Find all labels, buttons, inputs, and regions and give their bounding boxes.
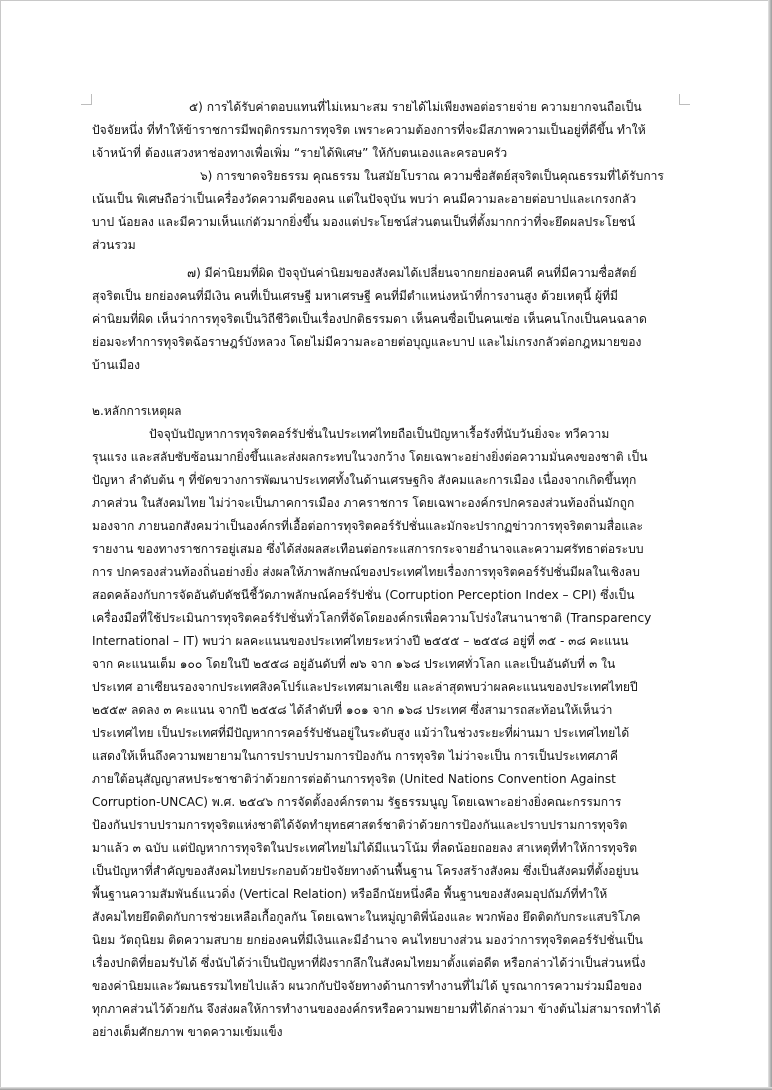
text-line: ประเทศไทย เป็นประเทศที่มีปัญหาการคอร์รัปชันอยู่ในระดับสูง แม้ว่าในช่วงระยะที่ผ่านมา ประเทศไทยได้ bbox=[92, 726, 630, 740]
text-line: ป้องกันปราบปรามการทุจริตแห่งชาติได้จัดทำยุทธศาสตร์ชาติว่าด้วยการป้องกันและปราบปรามการทุจริต bbox=[92, 818, 628, 832]
text-line: ทุกภาคส่วนไว้ด้วยกัน จึงส่งผลให้การทำงานขององค์กรหรือความพยายามที่ได้กล่าวมา ข้างต้นไม่สามารถทำได้ bbox=[92, 1002, 661, 1016]
text-line: บาป น้อยลง และมีความเห็นแก่ตัวมากยิ่งขึ้น มองแต่ประโยชน์ส่วนตนเป็นที่ตั้งมากกว่าที่จะยึดผลประโยชน์ bbox=[92, 215, 636, 229]
text-line: อย่างเต็มศักยภาพ ขาดความเข้มแข็ง bbox=[92, 1025, 283, 1039]
text-line: มองจาก ภายนอกสังคมว่าเป็นองค์กรที่เอื้อต่อการทุจริตคอร์รัปชั่นและมักจะปรากฏข่าวการทุจริตตามสื่อและ bbox=[92, 519, 644, 533]
text-line: ปัจจุบันปัญหาการทุจริตคอร์รัปชั่นในประเทศไทยถือเป็นปัญหาเรื้อรังที่นับวันยิ่งจะ ทวีความ bbox=[149, 427, 610, 441]
text-line: Corruption-UNCAC) พ.ศ. ๒๕๔๖ การจัดตั้งองค์กรตาม รัฐธรรมนูญ โดยเฉพาะอย่างยิ่งคณะกรรมการ bbox=[92, 795, 622, 809]
text-line: เครื่องมือที่ใช้ประเมินการทุจริตคอร์รัปชั่นทั่วโลกที่จัดโดยองค์กรเพื่อความโปร่งใสนานาชาติ (Transparency bbox=[92, 611, 652, 625]
text-line: เป็นปัญหาที่สำคัญของสังคมไทยประกอบด้วยปัจจัยทางด้านพื้นฐาน โครงสร้างสังคม ซึ่งเป็นสังคมที่ตั้งอยู่บน bbox=[92, 864, 639, 878]
text-line: ส่วนรวม bbox=[92, 238, 136, 252]
text-line: ภาคส่วน ในสังคมไทย ไม่ว่าจะเป็นภาคการเมือง ภาคราชการ โดยเฉพาะองค์กรปกครองส่วนท้องถิ่นมักถูก bbox=[92, 496, 635, 510]
text-line: ปัญหา ลำดับต้น ๆ ที่ขัดขวางการพัฒนาประเทศทั้งในด้านเศรษฐกิจ สังคมและการเมือง เนื่องจากเกิดขึ้นทุก bbox=[92, 473, 637, 487]
text-line: ปัจจัยหนึ่ง ที่ทำให้ข้าราชการมีพฤติกรรมการทุจริต เพราะความต้องการที่จะมีสภาพความเป็นอยู่ที่ดีขึ้น ทำให้ bbox=[92, 123, 646, 137]
text-line: ๒๕๕๙ ลดลง ๓ คะแนน จากปี ๒๕๕๘ ได้ลำดับที่ ๑๐๑ จาก ๑๖๘ ประเทศ ซึ่งสามารถสะท้อนให้เห็นว่า bbox=[92, 703, 613, 717]
text-line: จาก คะแนนเต็ม ๑๐๐ โดยในปี ๒๕๕๘ อยู่อันดับที่ ๗๖ จาก ๑๖๘ ประเทศทั่วโลก และเป็นอันดับที่ ๓ ใน bbox=[92, 657, 616, 671]
text-line: สอดคล้องกับการจัดอันดับดัชนีชี้วัดภาพลักษณ์คอร์รัปชั่น (Corruption Perception Index – CPI) ซึ่งเป็น bbox=[92, 588, 635, 602]
text-line: ๗) มีค่านิยมที่ผิด ปัจจุบันค่านิยมของสังคมได้เปลี่ยนจากยกย่องคนดี คนที่มีความซื่อสัตย์ bbox=[187, 266, 637, 280]
text-line: เจ้าหน้าที่ ต้องแสวงหาช่องทางเพื่อเพิ่ม “รายได้พิเศษ” ให้กับตนเองและครอบครัว bbox=[92, 146, 508, 160]
text-line: รุนแรง และสลับซับซ้อนมากยิ่งขึ้นและส่งผลกระทบในวงกว้าง โดยเฉพาะอย่างยิ่งต่อความมั่นคงของชาติ เป็น bbox=[92, 450, 648, 464]
text-line: ประเทศ อาเซียนรองจากประเทศสิงคโปร์และประเทศมาเลเซีย และล่าสุดพบว่าผลคะแนนของประเทศไทยปี bbox=[92, 680, 638, 694]
text-line: ค่านิยมที่ผิด เห็นว่าการทุจริตเป็นวิถีชีวิตเป็นเรื่องปกติธรรมดา เห็นคนซื่อเป็นคนเซ่อ เห็นคนโกงเป็นคนฉลาด bbox=[92, 312, 647, 326]
text-line: เรื่องปกติที่ยอมรับได้ ซึ่งนับได้ว่าเป็นปัญหาที่ฝังรากลึกในสังคมไทยมาตั้งแต่อดีต หรือกล่าวได้ว่าเป็นส่วนหนึ่ง bbox=[92, 956, 646, 970]
text-line: บ้านเมือง bbox=[92, 358, 141, 372]
text-line: ๖) การขาดจริยธรรม คุณธรรม ในสมัยโบราณ ความซื่อสัตย์สุจริตเป็นคุณธรรมที่ได้รับการ bbox=[200, 169, 664, 183]
text-line: ของค่านิยมและวัฒนธรรมไทยไปแล้ว ผนวกกับปัจจัยทางด้านการทำงานที่ไม่ได้ บูรณาการความร่วมมือของ bbox=[92, 979, 642, 993]
text-line: ๕) การได้รับค่าตอบแทนที่ไม่เหมาะสม รายได้ไม่เพียงพอต่อรายจ่าย ความยากจนถือเป็น bbox=[189, 100, 642, 114]
text-line: International – IT) พบว่า ผลคะแนนของประเทศไทยระหว่างปี ๒๕๕๕ – ๒๕๕๘ อยู่ที่ ๓๕ - ๓๘ คะแนน bbox=[92, 634, 629, 648]
text-line: สุจริตเป็น ยกย่องคนที่มีเงิน คนที่เป็นเศรษฐี มหาเศรษฐี คนที่มีตำแหน่งหน้าที่การงานสูง ด้วยเหตุนี้ ผู้ที่มี bbox=[92, 289, 619, 303]
text-line: ภายใต้อนุสัญญาสหประชาชาติว่าด้วยการต่อต้านการทุจริต (United Nations Convention Against bbox=[92, 772, 616, 786]
section-heading: ๒.หลักการเหตุผล bbox=[92, 404, 182, 418]
text-line: รายงาน ของทางราชการอยู่เสมอ ซึ่งได้ส่งผลสะเทือนต่อกระแสการกระจายอำนาจและความศรัทธาต่อระบบ bbox=[92, 542, 644, 556]
text-line: พื้นฐานความสัมพันธ์แนวดิ่ง (Vertical Relation) หรืออีกนัยหนึ่งคือ พื้นฐานของสังคมอุปถัมภ์ที่ทำให้ bbox=[92, 887, 608, 901]
text-line: นิยม วัตถุนิยม ติดความสบาย ยกย่องคนที่มีเงินและมีอำนาจ คนไทยบางส่วน มองว่าการทุจริตคอร์รัปชั่นเป็น bbox=[92, 933, 643, 947]
text-line: สังคมไทยยึดติดกับการช่วยเหลือเกื้อกูลกัน โดยเฉพาะในหมู่ญาติพี่น้องและ พวกพ้อง ยึดติดกับกระแสบริโภค bbox=[92, 910, 641, 924]
text-line: มาแล้ว ๓ ฉบับ แต่ปัญหาการทุจริตในประเทศไทยไม่ได้มีแนวโน้ม ที่ลดน้อยถอยลง สาเหตุที่ทำให้การทุจริต bbox=[92, 841, 638, 855]
text-line: การ ปกครองส่วนท้องถิ่นอย่างยิ่ง ส่งผลให้ภาพลักษณ์ของประเทศไทยเรื่องการทุจริตคอร์รัปชั่นมีผลในเชิงลบ bbox=[92, 565, 640, 579]
text-line: เน้นเป็น พิเศษถือว่าเป็นเครื่องวัดความดีของคน แต่ในปัจจุบัน พบว่า คนมีความละอายต่อบาปและเกรงกลัว bbox=[92, 192, 637, 206]
text-line: แสดงให้เห็นถึงความพยายามในการปราบปรามการป้องกัน การทุจริต ไม่ว่าจะเป็น การเป็นประเทศภาคี bbox=[92, 749, 618, 763]
text-line: ย่อมจะทำการทุจริตฉ้อราษฎร์บังหลวง โดยไม่มีความละอายต่อบุญและบาป และไม่เกรงกลัวต่อกฎหมายของ bbox=[92, 335, 642, 349]
